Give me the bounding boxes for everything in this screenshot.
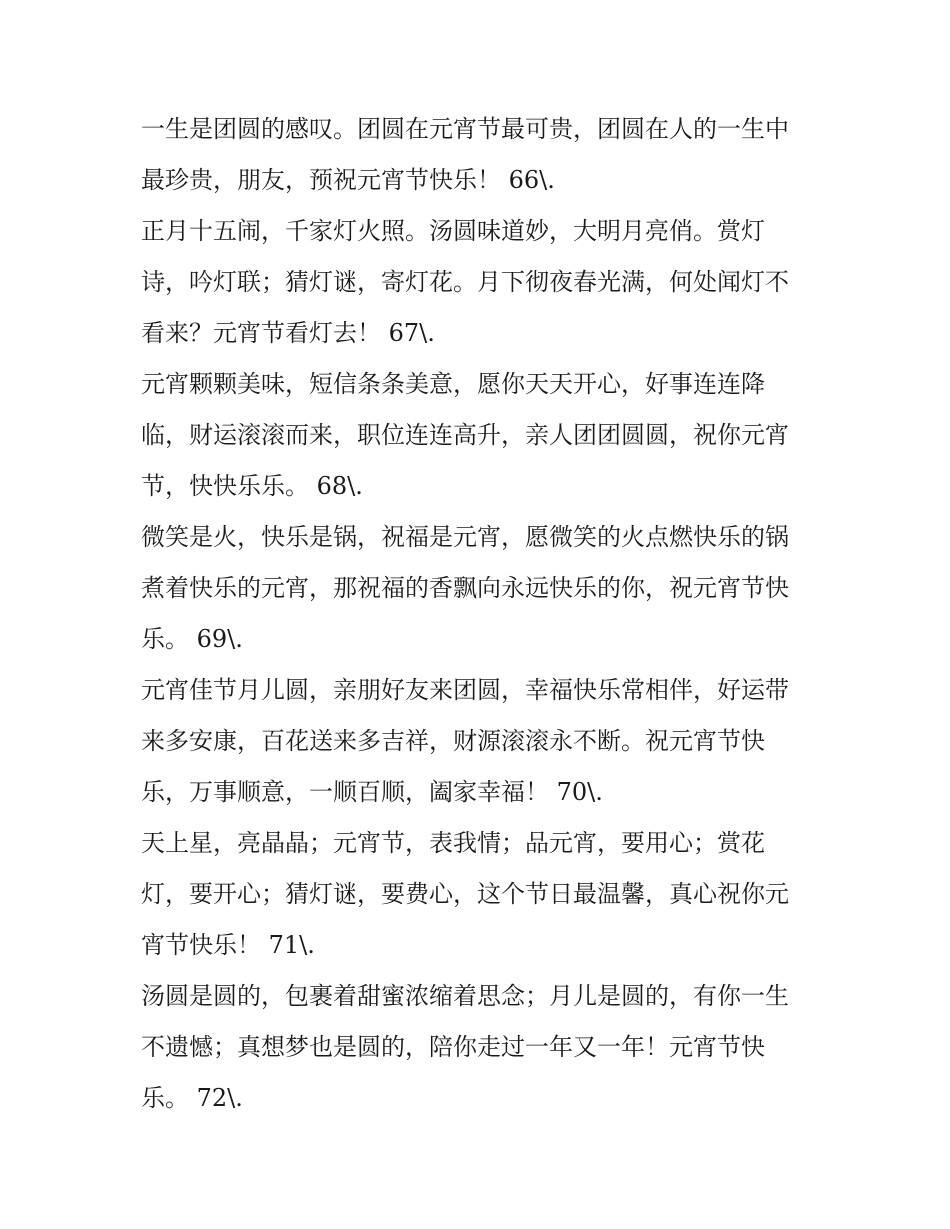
text-line: 宵节快乐！ 71\. bbox=[141, 931, 315, 959]
text-line: 元宵佳节月儿圆，亲朋好友来团圆，幸福快乐常相伴，好运带 bbox=[141, 676, 789, 704]
text-line: 正月十五闹，千家灯火照。汤圆味道妙，大明月亮俏。赏灯 bbox=[141, 217, 765, 245]
text-line: 煮着快乐的元宵，那祝福的香飘向永远快乐的你，祝元宵节快 bbox=[141, 574, 789, 602]
text-line: 看来？元宵节看灯去！ 67\. bbox=[141, 319, 435, 347]
text-line: 灯，要开心；猜灯谜，要费心，这个节日最温馨，真心祝你元 bbox=[141, 880, 789, 908]
text-line: 乐，万事顺意，一顺百顺，阖家幸福！ 70\. bbox=[141, 778, 603, 806]
text-line: 汤圆是圆的，包裹着甜蜜浓缩着思念；月儿是圆的，有你一生 bbox=[141, 982, 789, 1010]
text-line: 诗，吟灯联；猜灯谜，寄灯花。月下彻夜春光满，何处闻灯不 bbox=[141, 268, 789, 296]
text-line: 来多安康，百花送来多吉祥，财源滚滚永不断。祝元宵节快 bbox=[141, 727, 765, 755]
text-line: 微笑是火，快乐是锅，祝福是元宵，愿微笑的火点燃快乐的锅 bbox=[141, 523, 789, 551]
text-line: 乐。 69\. bbox=[141, 625, 243, 653]
text-line: 不遗憾；真想梦也是圆的，陪你走过一年又一年！元宵节快 bbox=[141, 1033, 765, 1061]
text-line: 最珍贵，朋友，预祝元宵节快乐！ 66\. bbox=[141, 166, 555, 194]
text-line: 乐。 72\. bbox=[141, 1084, 243, 1112]
text-line: 一生是团圆的感叹。团圆在元宵节最可贵，团圆在人的一生中 bbox=[141, 115, 789, 143]
document-body bbox=[141, 104, 816, 1124]
text-line: 元宵颗颗美味，短信条条美意，愿你天天开心，好事连连降 bbox=[141, 370, 765, 398]
text-line: 临，财运滚滚而来，职位连连高升，亲人团团圆圆，祝你元宵 bbox=[141, 421, 789, 449]
text-line: 天上星，亮晶晶；元宵节，表我情；品元宵，要用心；赏花 bbox=[141, 829, 765, 857]
text-line: 节，快快乐乐。 68\. bbox=[141, 472, 363, 500]
